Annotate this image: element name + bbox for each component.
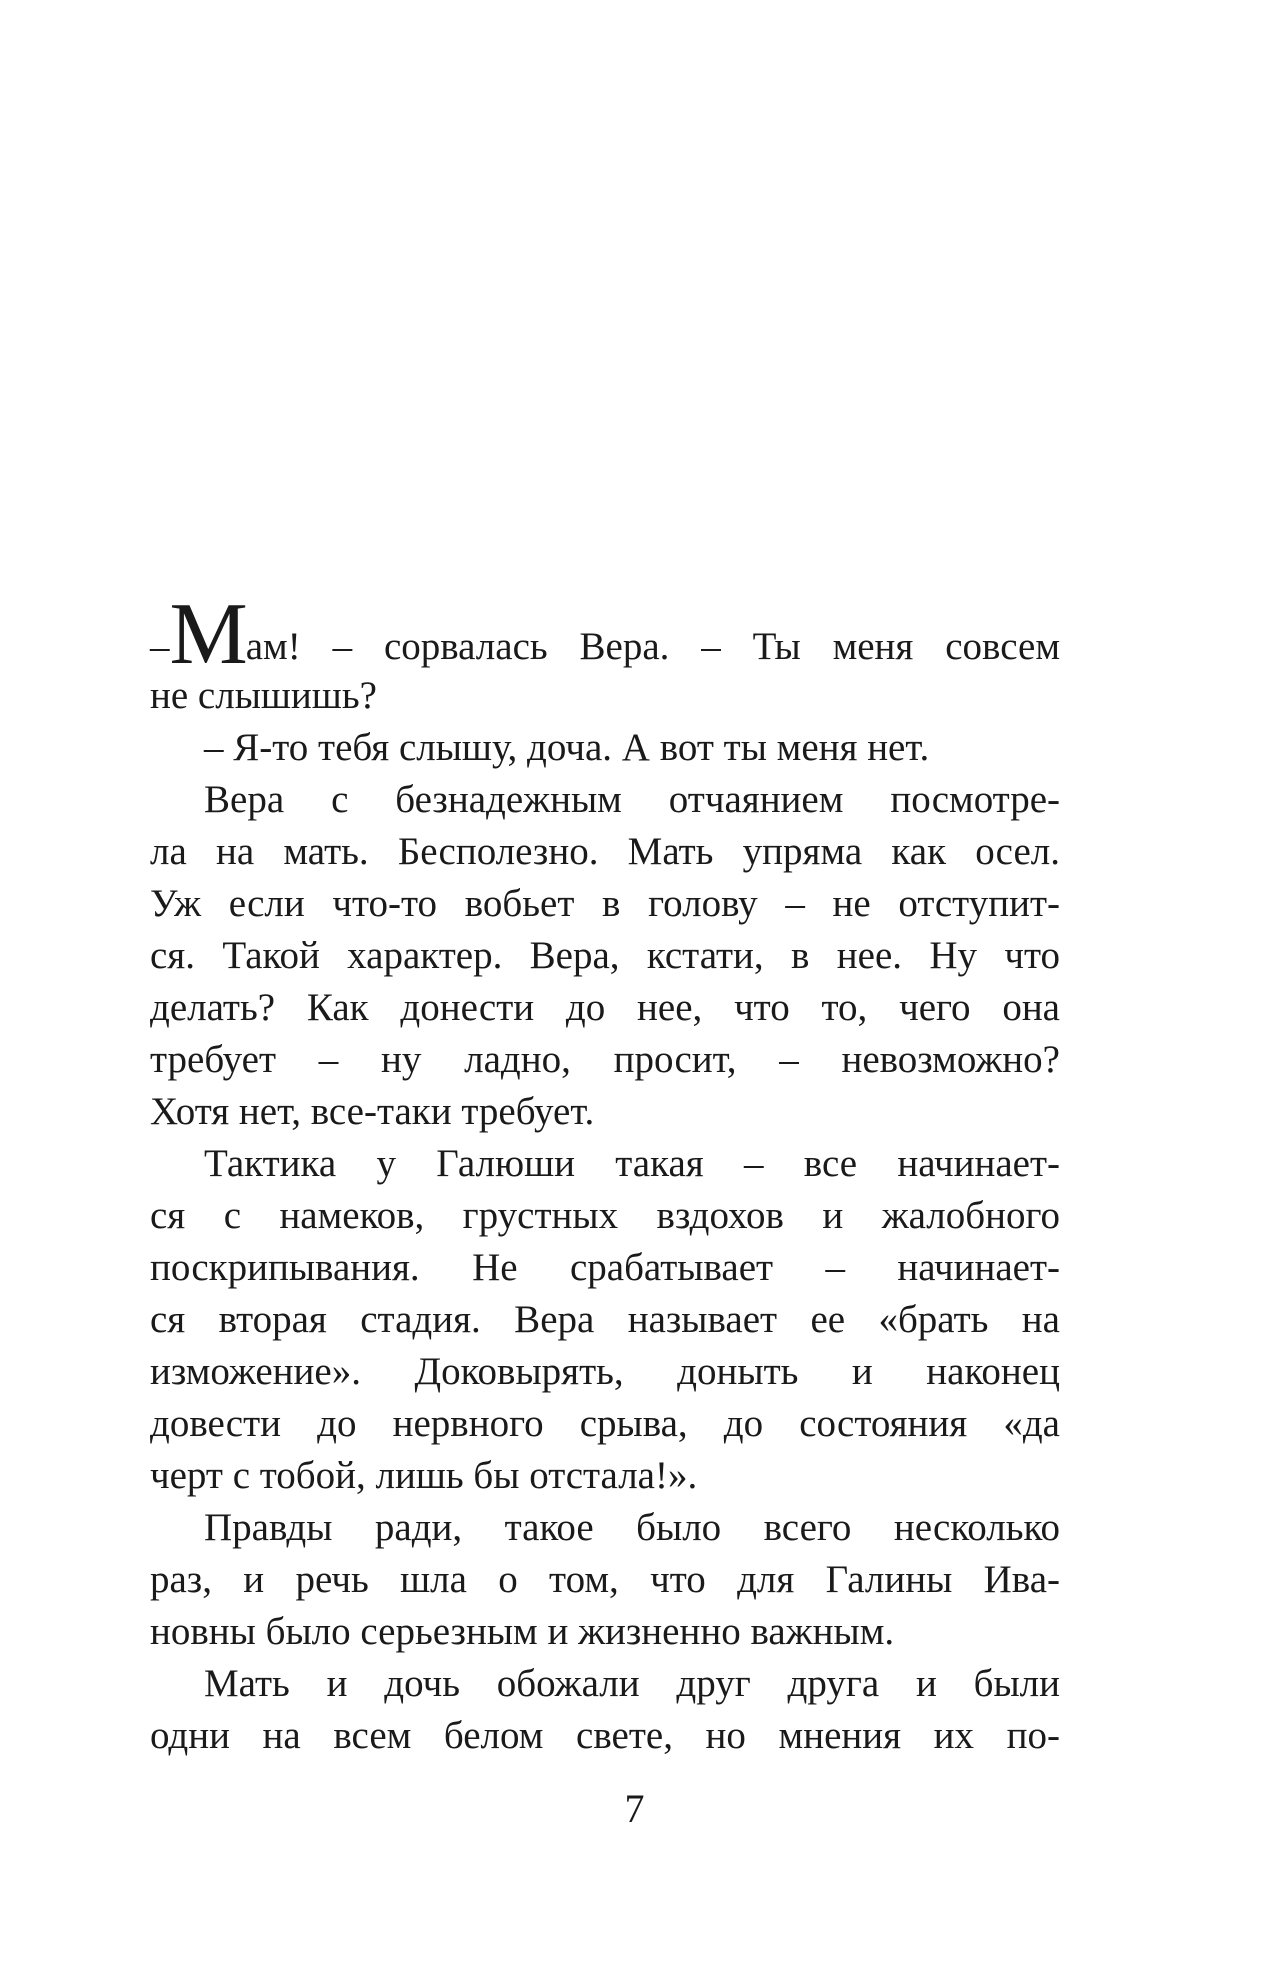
text-line: раз, и речь шла о том, что для Галины Ива-	[150, 1558, 1060, 1601]
body-text	[150, 586, 1060, 1762]
text-line: поскрипывания. Не срабатывает – начинает-	[150, 1246, 1060, 1289]
text-line: черт с тобой, лишь бы отстала!».	[150, 1454, 698, 1497]
drop-initial: М	[169, 586, 246, 683]
text-line: ся с намеков, грустных вздохов и жалобного	[150, 1194, 1060, 1237]
text-line: не слышишь?	[150, 674, 377, 717]
text-line: новны было серьезным и жизненно важным.	[150, 1610, 895, 1653]
text-line: требует – ну ладно, просит, – невозможно?	[150, 1038, 1060, 1081]
text-line: Мать и дочь обожали друг друга и были	[204, 1662, 1060, 1705]
text-line: ла на мать. Бесполезно. Мать упряма как осел.	[150, 830, 1060, 873]
text-line: Хотя нет, все-таки требует.	[150, 1090, 595, 1133]
text-line: Уж если что-то вобьет в голову – не отступит-	[150, 882, 1060, 925]
text-line: одни на всем белом свете, но мнения их по-	[150, 1714, 1060, 1757]
text-line: довести до нервного срыва, до состояния «да	[150, 1402, 1060, 1445]
opening-line-rest: ам! – сорвалась Вера. – Ты меня совсем	[245, 625, 1060, 668]
text-line: Вера с безнадежным отчаянием посмотре-	[204, 778, 1060, 821]
text-line: Правды ради, такое было всего несколько	[204, 1506, 1060, 1549]
page-number: 7	[624, 1786, 645, 1831]
text-line: Тактика у Галюши такая – все начинает-	[204, 1142, 1060, 1185]
text-line: ся. Такой характер. Вера, кстати, в нее. Ну что	[150, 934, 1060, 977]
text-line: делать? Как донести до нее, что то, чего она	[150, 986, 1060, 1029]
text-line: – Я-то тебя слышу, доча. А вот ты меня нет.	[204, 726, 930, 769]
text-line: изможение». Доковырять, доныть и наконец	[150, 1350, 1060, 1393]
opening-line	[150, 586, 1060, 683]
opening-dash: –	[150, 625, 170, 668]
text-line: ся вторая стадия. Вера называет ее «брать на	[150, 1298, 1060, 1341]
text-lines	[150, 670, 1060, 1762]
